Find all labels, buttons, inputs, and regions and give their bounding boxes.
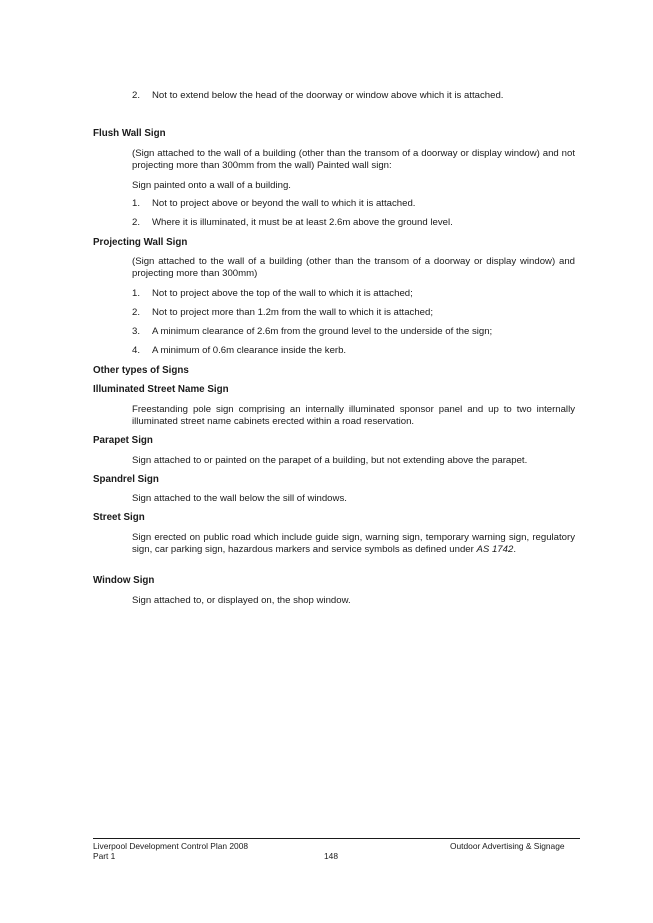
heading-projecting-wall-sign: Projecting Wall Sign	[93, 237, 188, 248]
projecting-item-1-text: Not to project above the top of the wall to which it is attached;	[152, 288, 413, 299]
projecting-wall-sign-definition: (Sign attached to the wall of a building (other than the transom of a doorway or display window) and projecting more than 300mm)	[132, 256, 575, 279]
flush-wall-sign-sub: Sign painted onto a wall of a building.	[132, 180, 291, 191]
flush-item-2-text: Where it is illuminated, it must be at least 2.6m above the ground level.	[152, 217, 453, 228]
street-sign-definition-text: Sign erected on public road which include guide sign, warning sign, temporary warning sign, regulatory sign, car parking sign, hazardous markers and service symbols as defined under	[132, 532, 575, 555]
heading-spandrel-sign: Spandrel Sign	[93, 474, 159, 485]
projecting-item-2-text: Not to project more than 1.2m from the wall to which it is attached;	[152, 307, 434, 318]
illuminated-street-name-sign-definition: Freestanding pole sign comprising an internally illuminated sponsor panel and up to two internally illuminated street name cabinets erected within a road reservation.	[132, 404, 575, 427]
parapet-sign-definition: Sign attached to or painted on the parapet of a building, but not extending above the parapet.	[132, 455, 528, 466]
projecting-item-3-text: A minimum clearance of 2.6m from the ground level to the underside of the sign;	[152, 326, 493, 337]
projecting-item-4-number: 4.	[132, 345, 141, 356]
flush-wall-sign-definition: (Sign attached to the wall of a building (other than the transom of a doorway or display window) and not projecting more than 300mm from the wall) Painted wall sign:	[132, 148, 575, 171]
intro-item-number: 2.	[132, 90, 141, 101]
intro-item-text: Not to extend below the head of the doorway or window above which it is attached.	[152, 90, 504, 101]
projecting-item-1-number: 1.	[132, 288, 141, 299]
footer-part: Part 1	[93, 851, 116, 861]
window-sign-definition: Sign attached to, or displayed on, the shop window.	[132, 595, 351, 606]
flush-item-1-number: 1.	[132, 198, 141, 209]
heading-other-types: Other types of Signs	[93, 365, 189, 376]
heading-parapet-sign: Parapet Sign	[93, 435, 153, 446]
street-sign-reference: AS 1742	[476, 543, 514, 555]
heading-flush-wall-sign: Flush Wall Sign	[93, 128, 166, 139]
heading-street-sign: Street Sign	[93, 512, 145, 523]
heading-illuminated-street-name-sign: Illuminated Street Name Sign	[93, 384, 229, 395]
flush-item-1-text: Not to project above or beyond the wall to which it is attached.	[152, 198, 416, 209]
projecting-item-2-number: 2.	[132, 307, 141, 318]
footer-document-title: Liverpool Development Control Plan 2008	[93, 841, 249, 851]
projecting-item-3-number: 3.	[132, 326, 141, 337]
footer-page-number: 148	[324, 851, 338, 861]
footer-section-title: Outdoor Advertising & Signage	[450, 841, 565, 851]
street-sign-definition: Sign erected on public road which include guide sign, warning sign, temporary warning sign, regulatory sign, car parking sign, hazardous markers and service symbols as defined under AS 1742.	[132, 532, 575, 555]
heading-window-sign: Window Sign	[93, 575, 155, 586]
projecting-item-4-text: A minimum of 0.6m clearance inside the kerb.	[152, 345, 347, 356]
flush-item-2-number: 2.	[132, 217, 141, 228]
spandrel-sign-definition: Sign attached to the wall below the sill of windows.	[132, 493, 347, 504]
footer-divider	[93, 838, 580, 839]
